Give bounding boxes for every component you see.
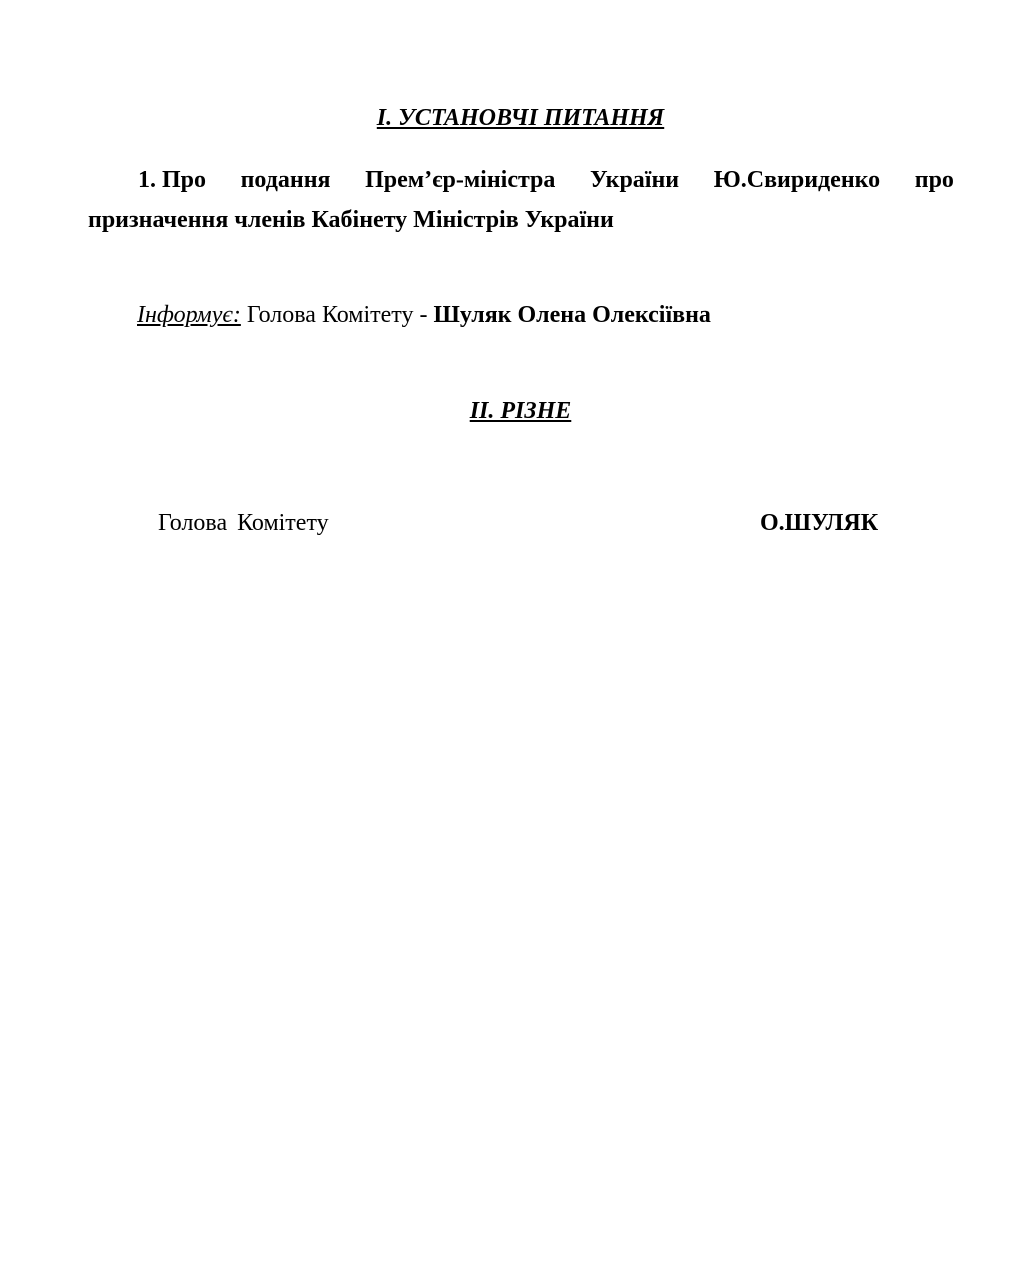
agenda-item-1: [88, 160, 954, 240]
agenda-item-word: подання: [240, 167, 331, 193]
signature-role: Голова Комітету: [158, 510, 329, 536]
agenda-item-word: України: [589, 167, 680, 193]
informs-role: Голова Комітету -: [246, 302, 428, 328]
informs-speaker: Шуляк Олена Олексіївна: [433, 302, 711, 328]
section-heading-constitutional-issues: І. УСТАНОВЧІ ПИТАННЯ: [376, 105, 665, 131]
agenda-item-1-continuation: призначення членів Кабінету Міністрів України: [88, 207, 614, 233]
agenda-item-word: 1. Про: [138, 167, 207, 193]
section-heading-miscellaneous: ІІ. РІЗНЕ: [469, 398, 572, 424]
informs-label: Інформує:: [137, 302, 241, 328]
agenda-item-word: Ю.Свириденко: [713, 167, 881, 193]
signature-name: О.ШУЛЯК: [760, 510, 879, 536]
agenda-item-word: про: [914, 167, 954, 193]
informs-line: [137, 300, 711, 330]
agenda-item-word: Прем’єр-міністра: [365, 167, 556, 193]
agenda-item-1-first-line: [88, 160, 954, 200]
